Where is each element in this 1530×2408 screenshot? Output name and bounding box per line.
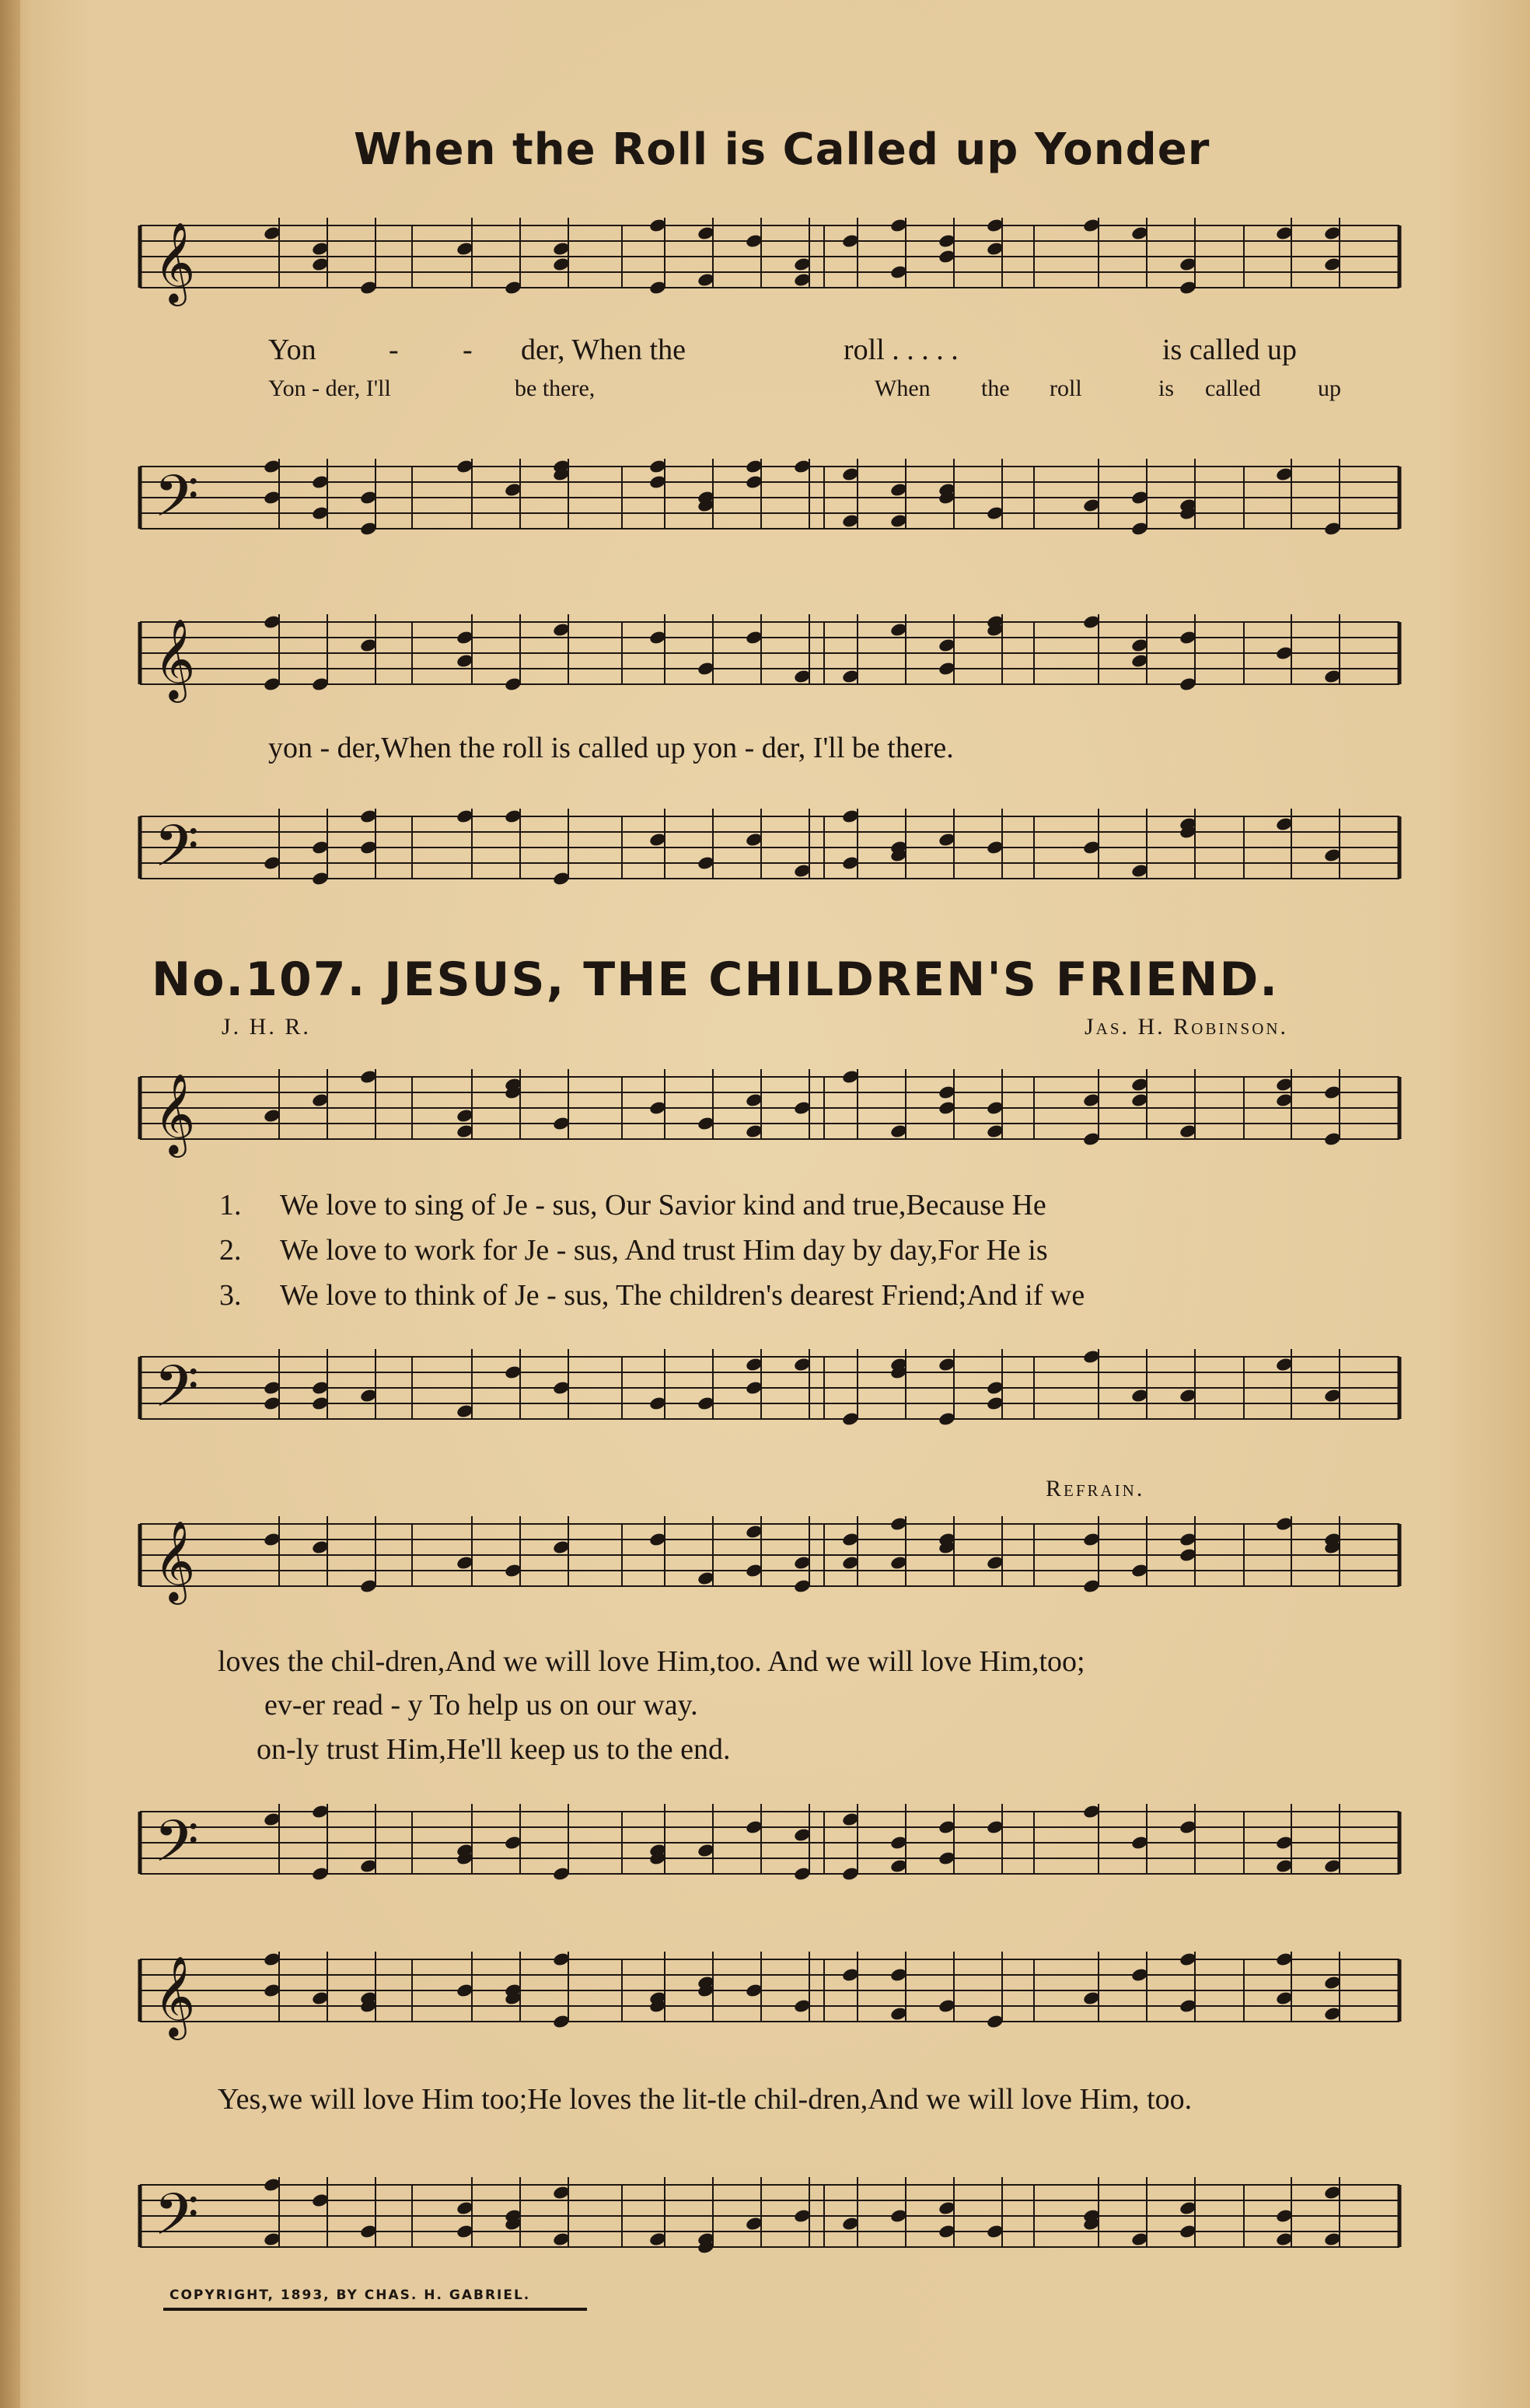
song2-system1-treble-staff bbox=[140, 1069, 1399, 1155]
lyric-bass: up bbox=[1318, 376, 1341, 401]
lyric-bass: called bbox=[1205, 376, 1261, 401]
song1-system2-bass-staff bbox=[140, 809, 1399, 894]
lyric: - bbox=[389, 334, 399, 366]
song1-system1-treble-staff bbox=[140, 218, 1399, 303]
verse-line: We love to think of Je - sus, The children's dearest Friend;And if we bbox=[280, 1279, 1085, 1312]
clef-icon: 𝄢 bbox=[154, 813, 199, 894]
song2-system3-bass-staff bbox=[140, 2177, 1399, 2263]
clef-icon: 𝄞 bbox=[154, 1520, 196, 1602]
clef-icon: 𝄞 bbox=[154, 618, 196, 700]
verse-line: We love to work for Je - sus, And trust Him day by day,For He is bbox=[280, 1234, 1048, 1267]
lyric-bass: the bbox=[981, 376, 1010, 401]
clef-icon: 𝄢 bbox=[154, 2181, 199, 2263]
lyric-line: Yes,we will love Him too;He loves the lit-tle chil-dren,And we will love Him, too. bbox=[218, 2083, 1193, 2116]
lyric-bass: be there, bbox=[515, 376, 596, 401]
song1-title: When the Roll is Called up Yonder bbox=[354, 124, 1210, 175]
lyric: roll . . . . . bbox=[844, 334, 959, 366]
verse-number: 3. bbox=[219, 1279, 242, 1312]
lyric: Yon bbox=[268, 334, 316, 366]
lyric-line: loves the chil-dren,And we will love Him,too. And we will love Him,too; bbox=[218, 1645, 1085, 1678]
lyric: yon - der,When the roll is called up yon - der, I'll be there. bbox=[268, 732, 954, 764]
song2-title: No.107. JESUS, THE CHILDREN'S FRIEND. bbox=[152, 952, 1280, 1007]
clef-icon: 𝄢 bbox=[154, 1808, 199, 1889]
lyric: - bbox=[463, 334, 473, 366]
lyric: is called up bbox=[1162, 334, 1298, 366]
verse-line: We love to sing of Je - sus, Our Savior kind and true,Because He bbox=[280, 1189, 1046, 1221]
lyric-line: on-ly trust Him,He'll keep us to the end. bbox=[257, 1733, 731, 1766]
lyric-bass: is bbox=[1158, 376, 1175, 401]
lyricist-credit: J. H. R. bbox=[222, 1014, 311, 1040]
composer-credit: Jas. H. Robinson. bbox=[1085, 1014, 1289, 1040]
lyric-bass: roll bbox=[1050, 376, 1082, 401]
verse-number: 1. bbox=[219, 1189, 242, 1221]
song2-system1-bass-staff bbox=[140, 1349, 1399, 1435]
lyric-line: ev-er read - y To help us on our way. bbox=[264, 1689, 698, 1721]
song1-system2-treble-staff bbox=[140, 614, 1399, 700]
clef-icon: 𝄞 bbox=[154, 1073, 196, 1155]
song2-system2-bass-staff bbox=[140, 1804, 1399, 1889]
book-spine-shadow bbox=[0, 0, 20, 2408]
song1-system1-bass-staff bbox=[140, 459, 1399, 544]
lyric-bass: Yon - der, I'll bbox=[268, 376, 391, 401]
lyric: der, When the bbox=[521, 334, 686, 366]
song2-system2-treble-staff bbox=[140, 1516, 1399, 1602]
copyright-notice: COPYRIGHT, 1893, BY CHAS. H. GABRIEL. bbox=[169, 2287, 531, 2303]
refrain-label: Refrain. bbox=[1046, 1476, 1145, 1501]
clef-icon: 𝄢 bbox=[154, 463, 199, 544]
clef-icon: 𝄢 bbox=[154, 1353, 199, 1435]
lyric-bass: When bbox=[875, 376, 931, 401]
footer-rule bbox=[163, 2308, 587, 2311]
clef-icon: 𝄞 bbox=[154, 222, 196, 303]
song2-system3-treble-staff bbox=[140, 1952, 1399, 2037]
clef-icon: 𝄞 bbox=[154, 1955, 196, 2037]
verse-number: 2. bbox=[219, 1234, 242, 1267]
